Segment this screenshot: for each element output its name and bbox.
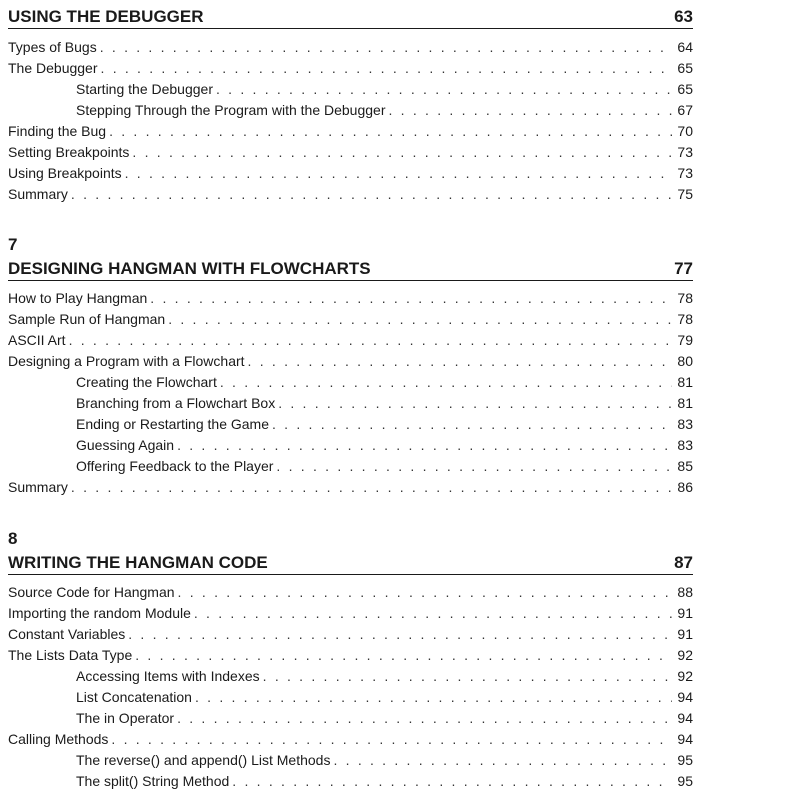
entry-title: Guessing Again <box>76 437 175 453</box>
toc-entry[interactable] <box>8 477 693 498</box>
entry-title: The reverse() and append() List Methods <box>76 752 331 768</box>
chapter-title: USING THE DEBUGGER <box>8 7 204 26</box>
entry-page: 65 <box>677 81 693 97</box>
chapter-title: DESIGNING HANGMAN WITH FLOWCHARTS <box>8 259 371 278</box>
toc-subentry[interactable] <box>8 100 693 121</box>
dot-leader <box>135 645 672 666</box>
entry-page: 73 <box>677 165 693 181</box>
entry-page: 78 <box>677 290 693 306</box>
toc-subentry[interactable] <box>8 393 693 414</box>
chapter-heading <box>8 552 693 575</box>
entry-page: 88 <box>677 584 693 600</box>
chapter-number: 8 <box>8 529 18 548</box>
chapter-page: 87 <box>674 553 693 572</box>
entry-title: Calling Methods <box>8 731 109 747</box>
entry-title: Offering Feedback to the Player <box>76 458 274 474</box>
entry-page: 64 <box>677 39 693 55</box>
dot-leader <box>132 142 672 163</box>
entry-page: 92 <box>677 668 693 684</box>
toc-entry[interactable] <box>8 184 693 205</box>
dot-leader <box>101 58 672 79</box>
dot-leader <box>168 309 672 330</box>
entry-page: 95 <box>677 752 693 768</box>
entry-title: Source Code for Hangman <box>8 584 175 600</box>
entry-title: The split() String Method <box>76 773 230 789</box>
toc-entry[interactable] <box>8 309 693 330</box>
toc-subentry[interactable] <box>8 79 693 100</box>
dot-leader <box>71 477 672 498</box>
dot-leader <box>272 414 672 435</box>
entry-title: Creating the Flowchart <box>76 374 217 390</box>
toc-entries <box>8 37 693 205</box>
entry-title: Types of Bugs <box>8 39 97 55</box>
toc-entries <box>8 288 693 498</box>
toc-entry[interactable] <box>8 330 693 351</box>
dot-leader <box>232 771 672 792</box>
entry-page: 65 <box>677 60 693 76</box>
entry-page: 91 <box>677 605 693 621</box>
entry-title: Setting Breakpoints <box>8 144 130 160</box>
entry-page: 92 <box>677 647 693 663</box>
toc-subentry[interactable] <box>8 435 693 456</box>
entry-page: 94 <box>677 710 693 726</box>
entry-title: Sample Run of Hangman <box>8 311 166 327</box>
toc-subentry[interactable] <box>8 708 693 729</box>
entry-title: Designing a Program with a Flowchart <box>8 353 245 369</box>
entry-page: 78 <box>677 311 693 327</box>
toc-entry[interactable] <box>8 729 693 750</box>
dot-leader <box>177 435 672 456</box>
entry-page: 94 <box>677 689 693 705</box>
dot-leader <box>263 666 672 687</box>
toc-subentry[interactable] <box>8 750 693 771</box>
entry-title: The Debugger <box>8 60 98 76</box>
dot-leader <box>389 100 673 121</box>
entry-title: Stepping Through the Program with the Debugger <box>76 102 386 118</box>
entry-title: Importing the random Module <box>8 605 191 621</box>
dot-leader <box>276 456 672 477</box>
entry-page: 75 <box>677 186 693 202</box>
toc-subentry[interactable] <box>8 456 693 477</box>
entry-title: How to Play Hangman <box>8 290 148 306</box>
toc-entry[interactable] <box>8 645 693 666</box>
toc-entry[interactable] <box>8 603 693 624</box>
entry-page: 81 <box>677 374 693 390</box>
toc-subentry[interactable] <box>8 771 693 792</box>
entry-page: 79 <box>677 332 693 348</box>
entry-page: 81 <box>677 395 693 411</box>
dot-leader <box>69 330 672 351</box>
entry-page: 95 <box>677 773 693 789</box>
dot-leader <box>71 184 672 205</box>
entry-title: Using Breakpoints <box>8 165 122 181</box>
entry-title: Branching from a Flowchart Box <box>76 395 276 411</box>
toc-entry[interactable] <box>8 624 693 645</box>
toc-entry[interactable] <box>8 351 693 372</box>
dot-leader <box>216 79 672 100</box>
toc-entry[interactable] <box>8 288 693 309</box>
dot-leader <box>111 729 672 750</box>
dot-leader <box>150 288 672 309</box>
toc-entries <box>8 582 693 792</box>
dot-leader <box>194 603 672 624</box>
dot-leader <box>128 624 672 645</box>
toc-subentry[interactable] <box>8 372 693 393</box>
dot-leader <box>333 750 672 771</box>
toc-entry[interactable] <box>8 37 693 58</box>
entry-page: 80 <box>677 353 693 369</box>
dot-leader <box>100 37 672 58</box>
entry-title: List Concatenation <box>76 689 192 705</box>
entry-page: 70 <box>677 123 693 139</box>
chapter-page: 77 <box>674 259 693 278</box>
dot-leader <box>109 121 672 142</box>
dot-leader <box>220 372 672 393</box>
entry-title: The Lists Data Type <box>8 647 133 663</box>
entry-title: Starting the Debugger <box>76 81 213 97</box>
entry-page: 94 <box>677 731 693 747</box>
entry-page: 73 <box>677 144 693 160</box>
entry-title: The in Operator <box>76 710 175 726</box>
entry-page: 83 <box>677 416 693 432</box>
toc-subentry[interactable] <box>8 414 693 435</box>
entry-title: Ending or Restarting the Game <box>76 416 269 432</box>
entry-page: 91 <box>677 626 693 642</box>
dot-leader <box>125 163 672 184</box>
toc-entry[interactable] <box>8 163 693 184</box>
entry-title: Finding the Bug <box>8 123 107 139</box>
entry-page: 83 <box>677 437 693 453</box>
dot-leader <box>195 687 672 708</box>
chapter-heading <box>8 6 693 29</box>
chapter-page: 63 <box>674 7 693 26</box>
entry-title: Summary <box>8 186 68 202</box>
toc-entry[interactable] <box>8 142 693 163</box>
toc-entry[interactable] <box>8 121 693 142</box>
entry-title: Accessing Items with Indexes <box>76 668 260 684</box>
toc-entry[interactable] <box>8 582 693 603</box>
entry-page: 67 <box>677 102 693 118</box>
dot-leader <box>278 393 672 414</box>
entry-page: 85 <box>677 458 693 474</box>
toc-subentry[interactable] <box>8 666 693 687</box>
chapter-number: 7 <box>8 235 18 254</box>
toc-subentry[interactable] <box>8 687 693 708</box>
chapter-title: WRITING THE HANGMAN CODE <box>8 553 268 572</box>
chapter-heading <box>8 258 693 281</box>
dot-leader <box>248 351 672 372</box>
entry-title: Summary <box>8 479 68 495</box>
entry-title: ASCII Art <box>8 332 66 348</box>
entry-page: 86 <box>677 479 693 495</box>
dot-leader <box>178 582 672 603</box>
dot-leader <box>177 708 672 729</box>
toc-entry[interactable] <box>8 58 693 79</box>
entry-title: Constant Variables <box>8 626 126 642</box>
